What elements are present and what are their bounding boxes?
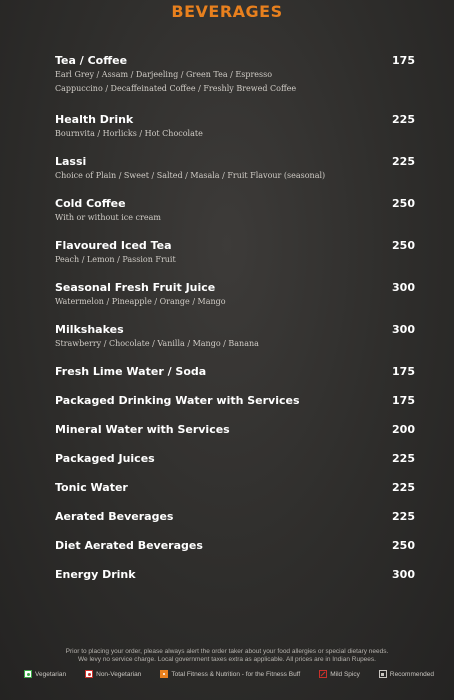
menu-item-tea-coffee bbox=[55, 53, 415, 112]
menu-section-title: BEVERAGES bbox=[171, 2, 283, 21]
item-price: 225 bbox=[392, 510, 415, 523]
menu-item-tonic-water bbox=[55, 480, 415, 509]
item-price: 175 bbox=[392, 365, 415, 378]
item-price: 250 bbox=[392, 539, 415, 552]
tax-notice: We levy no service charge. Local government taxes extra as applicable. All prices are in Indian Rupees. bbox=[78, 656, 376, 663]
item-description: Strawberry / Chocolate / Vanilla / Mango / Banana bbox=[55, 339, 259, 348]
item-price: 300 bbox=[392, 281, 415, 294]
item-name: Diet Aerated Beverages bbox=[55, 539, 203, 552]
menu-item-fresh-lime-water bbox=[55, 364, 415, 393]
menu-item-milkshakes bbox=[55, 322, 415, 364]
menu-item-mineral-water bbox=[55, 422, 415, 451]
dietary-legend bbox=[24, 670, 434, 678]
item-name: Flavoured Iced Tea bbox=[55, 239, 172, 252]
item-name: Packaged Juices bbox=[55, 452, 155, 465]
menu-item-lassi bbox=[55, 154, 415, 196]
item-name: Energy Drink bbox=[55, 568, 136, 581]
legend-label: Non-Vegetarian bbox=[96, 670, 142, 678]
non-vegetarian-icon bbox=[85, 670, 93, 678]
item-name: Tea / Coffee bbox=[55, 54, 128, 67]
item-price: 225 bbox=[392, 481, 415, 494]
item-price: 225 bbox=[392, 155, 415, 168]
item-price: 250 bbox=[392, 197, 415, 210]
item-price: 250 bbox=[392, 239, 415, 252]
legend-label: Total Fitness & Nutrition - for the Fitness Buff bbox=[171, 670, 301, 678]
recommended-icon bbox=[379, 670, 387, 678]
legend-label: Mild Spicy bbox=[330, 670, 360, 678]
menu-item-packaged-juices bbox=[55, 451, 415, 480]
item-price: 200 bbox=[392, 423, 415, 436]
legend-mild-spicy bbox=[319, 670, 360, 678]
item-price: 225 bbox=[392, 113, 415, 126]
legend-label: Vegetarian bbox=[35, 670, 67, 678]
item-description: Choice of Plain / Sweet / Salted / Masala / Fruit Flavour (seasonal) bbox=[55, 171, 326, 180]
item-description: Earl Grey / Assam / Darjeeling / Green Tea / Espresso bbox=[55, 70, 273, 79]
item-price: 175 bbox=[392, 394, 415, 407]
menu-item-seasonal-fruit-juice bbox=[55, 280, 415, 322]
item-description: Watermelon / Pineapple / Orange / Mango bbox=[55, 297, 226, 306]
menu-item-packaged-drinking-water bbox=[55, 393, 415, 422]
item-price: 175 bbox=[392, 54, 415, 67]
menu-item-energy-drink bbox=[55, 567, 415, 596]
beverage-list bbox=[55, 53, 415, 596]
item-price: 300 bbox=[392, 323, 415, 336]
menu-item-diet-aerated-beverages bbox=[55, 538, 415, 567]
item-name: Mineral Water with Services bbox=[55, 423, 230, 436]
menu-item-health-drink bbox=[55, 112, 415, 154]
legend-fitness bbox=[160, 670, 300, 678]
item-price: 300 bbox=[392, 568, 415, 581]
item-description: With or without ice cream bbox=[55, 213, 161, 222]
legend-recommended bbox=[379, 670, 434, 678]
item-price: 225 bbox=[392, 452, 415, 465]
item-description: Peach / Lemon / Passion Fruit bbox=[55, 255, 176, 264]
item-name: Fresh Lime Water / Soda bbox=[55, 365, 207, 378]
item-description: Bournvita / Horlicks / Hot Chocolate bbox=[55, 129, 203, 138]
menu-footer-note bbox=[0, 648, 454, 664]
legend-label: Recommended bbox=[389, 670, 434, 678]
item-name: Aerated Beverages bbox=[55, 510, 174, 523]
item-name: Seasonal Fresh Fruit Juice bbox=[55, 281, 216, 294]
menu-item-flavoured-iced-tea bbox=[55, 238, 415, 280]
item-name: Cold Coffee bbox=[55, 197, 126, 210]
item-description: Cappuccino / Decaffeinated Coffee / Freshly Brewed Coffee bbox=[55, 84, 297, 93]
mild-spicy-icon bbox=[319, 670, 327, 678]
menu-item-aerated-beverages bbox=[55, 509, 415, 538]
item-name: Tonic Water bbox=[55, 481, 128, 494]
fitness-icon bbox=[160, 670, 168, 678]
allergy-notice: Prior to placing your order, please always alert the order taker about your food allergies or special dietary needs. bbox=[65, 648, 389, 655]
item-name: Milkshakes bbox=[55, 323, 124, 336]
legend-vegetarian bbox=[24, 670, 66, 678]
item-name: Health Drink bbox=[55, 113, 134, 126]
legend-non-vegetarian bbox=[85, 670, 141, 678]
item-name: Lassi bbox=[55, 155, 87, 168]
item-name: Packaged Drinking Water with Services bbox=[55, 394, 300, 407]
menu-item-cold-coffee bbox=[55, 196, 415, 238]
vegetarian-icon bbox=[24, 670, 32, 678]
